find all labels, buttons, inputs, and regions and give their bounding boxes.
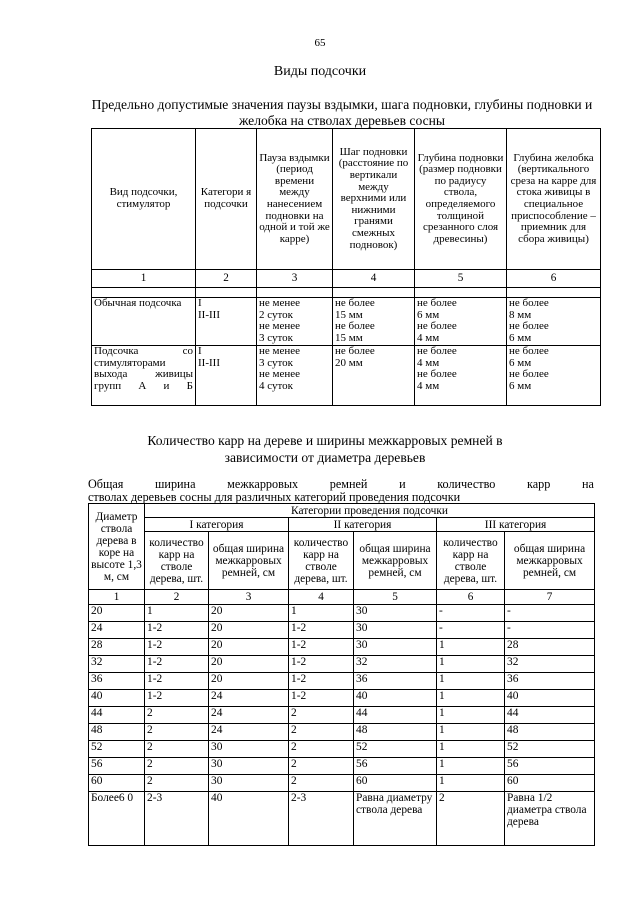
cat2-width-cell: 60: [354, 775, 437, 792]
column-number: 3: [209, 590, 289, 605]
cat1-width-cell: 20: [209, 673, 289, 690]
cat1-width-cell: 24: [209, 707, 289, 724]
table-row: [89, 707, 595, 724]
depth-cell: не более 4 мм не более 4 мм: [415, 346, 507, 406]
carr-count-table: [88, 503, 595, 846]
cat1-count-cell: 1-2: [145, 673, 209, 690]
cat2-width-cell: 56: [354, 758, 437, 775]
table-row: [89, 673, 595, 690]
column-number: 2: [145, 590, 209, 605]
cat3-count-cell: 2: [437, 792, 505, 846]
step-cell: не более 15 мм не более 15 мм: [333, 298, 415, 346]
cat3-width-cell: 52: [505, 741, 595, 758]
cat3-count-cell: 1: [437, 741, 505, 758]
diameter-cell: 24: [89, 622, 145, 639]
header-category-1: I категория: [145, 518, 289, 532]
cat2-width-cell: 30: [354, 639, 437, 656]
cat3-width-cell: 60: [505, 775, 595, 792]
cat3-count-cell: 1: [437, 639, 505, 656]
header-belt-width: общая ширина межкарровых ремней, см: [209, 532, 289, 590]
column-number: 6: [507, 270, 601, 288]
cat1-width-cell: 30: [209, 775, 289, 792]
column-number: 5: [354, 590, 437, 605]
cat3-count-cell: 1: [437, 758, 505, 775]
cat3-count-cell: -: [437, 605, 505, 622]
cat1-count-cell: 1: [145, 605, 209, 622]
section-title: Виды подсочки: [273, 64, 367, 79]
cat3-width-cell: 44: [505, 707, 595, 724]
header-category-3: III категория: [437, 518, 595, 532]
table-row: [89, 741, 595, 758]
pause-cell: не менее 2 суток не менее 3 суток: [257, 298, 333, 346]
step-cell: не более 20 мм: [333, 346, 415, 406]
cat2-width-cell: Равна диаметру ствола дерева: [354, 792, 437, 846]
category-cell: I II-III: [196, 298, 257, 346]
cat2-count-cell: 2: [289, 741, 354, 758]
cat2-count-cell: 2: [289, 707, 354, 724]
cat1-count-cell: 2: [145, 707, 209, 724]
cat3-count-cell: 1: [437, 656, 505, 673]
table-row: [89, 639, 595, 656]
cat2-count-cell: 1-2: [289, 673, 354, 690]
cat1-width-cell: 30: [209, 741, 289, 758]
diameter-cell: 60: [89, 775, 145, 792]
table-row: [89, 656, 595, 673]
cat3-width-cell: 56: [505, 758, 595, 775]
column-number: 1: [89, 590, 145, 605]
cat1-width-cell: 20: [209, 656, 289, 673]
table-row: [89, 690, 595, 707]
header-depth: Глубина подновки (размер подновки по радиусу ствола, определяемого толщиной срезанного слоя древесины): [415, 129, 507, 270]
column-number: 3: [257, 270, 333, 288]
diameter-cell: 52: [89, 741, 145, 758]
table-row: [92, 298, 601, 346]
cat3-width-cell: 40: [505, 690, 595, 707]
diameter-cell: 44: [89, 707, 145, 724]
header-step: Шаг подновки (расстояние по вертикали между верхними или нижними гранями смежных подновок): [333, 129, 415, 270]
cat3-count-cell: 1: [437, 673, 505, 690]
cat1-width-cell: 20: [209, 622, 289, 639]
table-row: [89, 622, 595, 639]
cat3-width-cell: 32: [505, 656, 595, 673]
diameter-cell: 56: [89, 758, 145, 775]
header-belt-width: общая ширина межкарровых ремней, см: [505, 532, 595, 590]
diameter-cell: 40: [89, 690, 145, 707]
table-row: [89, 605, 595, 622]
cat1-width-cell: 24: [209, 724, 289, 741]
cat2-count-cell: 1: [289, 605, 354, 622]
table-row: [89, 758, 595, 775]
table2-intro: Общая ширина межкарровых ремней и количество карр на стволах деревьев сосны для различных категорий проведения подсочки: [88, 477, 594, 504]
header-carr-count: количество карр на стволе дерева, шт.: [437, 532, 505, 590]
cat3-count-cell: -: [437, 622, 505, 639]
cat3-width-cell: -: [505, 622, 595, 639]
cat1-count-cell: 1-2: [145, 690, 209, 707]
table2-body: [89, 605, 595, 846]
header-category-2: II категория: [289, 518, 437, 532]
column-number: 1: [92, 270, 196, 288]
cat2-width-cell: 36: [354, 673, 437, 690]
groove-cell: не более 8 мм не более 6 мм: [507, 298, 601, 346]
table-row: [89, 724, 595, 741]
cat2-count-cell: 1-2: [289, 639, 354, 656]
header-kind: Вид подсочки, стимулятор: [92, 129, 196, 270]
header-categories: Категории проведения подсочки: [145, 504, 595, 518]
cat1-count-cell: 1-2: [145, 639, 209, 656]
diameter-cell: 48: [89, 724, 145, 741]
depth-cell: не более 6 мм не более 4 мм: [415, 298, 507, 346]
cat2-width-cell: 32: [354, 656, 437, 673]
cat1-count-cell: 1-2: [145, 656, 209, 673]
cat2-count-cell: 1-2: [289, 656, 354, 673]
cat1-count-cell: 2-3: [145, 792, 209, 846]
cat1-width-cell: 30: [209, 758, 289, 775]
cat2-width-cell: 44: [354, 707, 437, 724]
cat1-count-cell: 2: [145, 775, 209, 792]
page-number: 65: [314, 37, 326, 49]
table1-caption: Предельно допустимые значения паузы вздымки, шага подновки, глубины подновки и желобка на стволах деревьев сосны: [91, 97, 593, 128]
diameter-cell: Более6 0: [89, 792, 145, 846]
cat2-width-cell: 40: [354, 690, 437, 707]
diameter-cell: 20: [89, 605, 145, 622]
diameter-cell: 36: [89, 673, 145, 690]
cat3-width-cell: Равна 1/2 диаметра ствола дерева: [505, 792, 595, 846]
header-diameter: Диаметр ствола дерева в коре на высоте 1,3 м, см: [89, 504, 145, 590]
cat3-count-cell: 1: [437, 775, 505, 792]
category-cell: I II-III: [196, 346, 257, 406]
cat2-count-cell: 2-3: [289, 792, 354, 846]
pause-cell: не менее 3 суток не менее 4 суток: [257, 346, 333, 406]
cat3-width-cell: 28: [505, 639, 595, 656]
diameter-cell: 28: [89, 639, 145, 656]
cat1-width-cell: 20: [209, 605, 289, 622]
header-carr-count: количество карр на стволе дерева, шт.: [289, 532, 354, 590]
column-number: 2: [196, 270, 257, 288]
diameter-cell: 32: [89, 656, 145, 673]
cat2-count-cell: 2: [289, 758, 354, 775]
cat2-count-cell: 1-2: [289, 690, 354, 707]
cat2-count-cell: 2: [289, 775, 354, 792]
cat2-width-cell: 52: [354, 741, 437, 758]
table-row: [92, 346, 601, 406]
column-number: 4: [333, 270, 415, 288]
kind-cell: Подсочка со стимуляторами выхода живицы групп А и Б: [92, 346, 196, 406]
cat3-width-cell: -: [505, 605, 595, 622]
cat2-width-cell: 48: [354, 724, 437, 741]
cat1-count-cell: 2: [145, 741, 209, 758]
column-number: 5: [415, 270, 507, 288]
column-number: 6: [437, 590, 505, 605]
kind-cell: Обычная подсочка: [92, 298, 196, 346]
cat1-width-cell: 20: [209, 639, 289, 656]
cat1-width-cell: 40: [209, 792, 289, 846]
header-belt-width: общая ширина межкарровых ремней, см: [354, 532, 437, 590]
pause-limits-table: [91, 128, 601, 406]
cat3-width-cell: 36: [505, 673, 595, 690]
cat1-count-cell: 1-2: [145, 622, 209, 639]
cat2-width-cell: 30: [354, 605, 437, 622]
column-number: 4: [289, 590, 354, 605]
groove-cell: не более 6 мм не более 6 мм: [507, 346, 601, 406]
column-number: 7: [505, 590, 595, 605]
cat3-count-cell: 1: [437, 707, 505, 724]
cat2-count-cell: 1-2: [289, 622, 354, 639]
header-pause: Пауза вздымки (период времени между нанесением подновки на одной и той же карре): [257, 129, 333, 270]
cat3-count-cell: 1: [437, 690, 505, 707]
cat1-count-cell: 2: [145, 758, 209, 775]
cat2-width-cell: 30: [354, 622, 437, 639]
table2-title: Количество карр на дереве и ширины межкарровых ремней в зависимости от диаметра деревьев: [147, 433, 503, 465]
header-carr-count: количество карр на стволе дерева, шт.: [145, 532, 209, 590]
header-category: Категори я подсочки: [196, 129, 257, 270]
cat3-count-cell: 1: [437, 724, 505, 741]
header-groove: Глубина желобка (вертикального среза на карре для стока живицы в специальное приспособление –приемник для сбора живицы): [507, 129, 601, 270]
table-row: [89, 792, 595, 846]
cat1-count-cell: 2: [145, 724, 209, 741]
cat3-width-cell: 48: [505, 724, 595, 741]
cat2-count-cell: 2: [289, 724, 354, 741]
cat1-width-cell: 24: [209, 690, 289, 707]
table-row: [89, 775, 595, 792]
